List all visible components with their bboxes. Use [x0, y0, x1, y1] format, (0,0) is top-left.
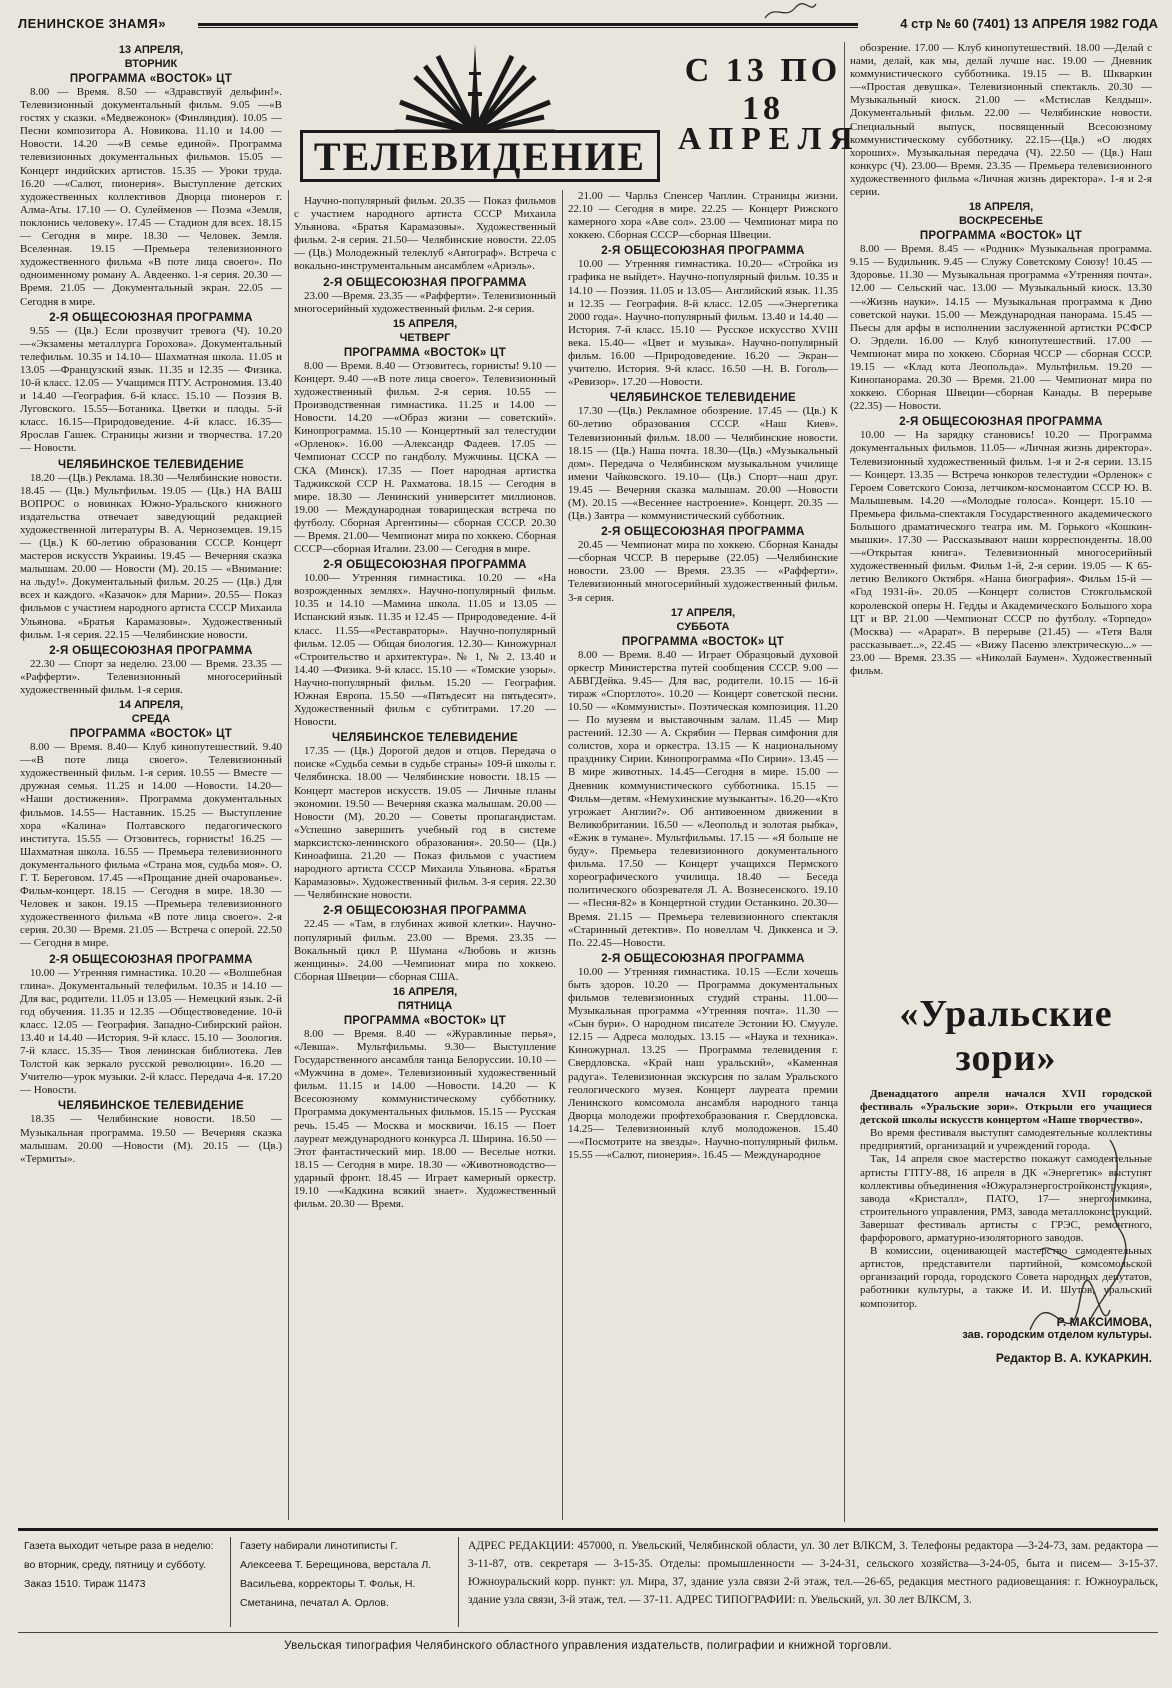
article-author-role: зав. городским отделом культуры. [962, 1328, 1152, 1341]
day-heading: 18 АПРЕЛЯ, [968, 201, 1034, 214]
newspaper-name: ЛЕНИНСКОЕ ЗНАМЯ» [18, 16, 166, 31]
day-heading: ЧЕТВЕРГ [399, 331, 451, 344]
column-divider [562, 190, 563, 1520]
day-heading: СУББОТА [676, 620, 730, 633]
program-heading: 2-Я ОБЩЕСОЮЗНАЯ ПРОГРАММА [49, 644, 253, 657]
date-range-month: АПРЕЛЯ [678, 120, 861, 156]
schedule-text: 9.55 — (Цв.) Если прозвучит тревога (Ч). 10.20 —«Экзамены металлурга Горохова». Документальный телефильм. 10.35 и 14.10— Шахматная школа. 11.05 и 13.05 —Французский язык. 11.35 и 12.35 — Физика. 10-й класс. 12.05 — Учащимся ПТУ. Астрономия. 13.40 и 14.40 —География. 6-й класс. 15.10 — Поэзия В. Луговского. 15.55—Ботаника. Цветки и плоды. 5-й класс. 16.15—Природоведение. 4-й класс. 16.35—Ярослав Гашек. Страницы жизни и творчества. 17.20 — Новости. [20, 324, 282, 455]
program-heading: ПРОГРАММА «ВОСТОК» ЦТ [69, 728, 233, 741]
column-divider [288, 190, 289, 1520]
publication-info: Газета выходит четыре раза в неделю: во вторник, среду, пятницу и субботу. Заказ 1510. Тираж 11473 [24, 1540, 214, 1590]
program-heading: ПРОГРАММА «ВОСТОК» ЦТ [343, 1014, 507, 1027]
schedule-text: 23.00 —Время. 23.35 — «Рафферти». Телевизионный многосерийный художественный фильм. 2-я серия. [294, 289, 556, 315]
article-paragraph: В комиссии, оценивающей мастерство самодеятельных артистов, представители партийной, комсомольской организаций города, городского Совета народных депутатов, работники культуры, а также И. И. Шутов, уральский композитор. [860, 1245, 1152, 1310]
program-heading: 2-Я ОБЩЕСОЮЗНАЯ ПРОГРАММА [49, 311, 253, 324]
schedule-text: 20.45 — Чемпионат мира по хоккею. Сборная Канады—сборная ЧССР. В перерыве (22.05) —Челябинские новости. 23.00 — Время. 23.35 — «Рафферти». Телевизионный многосерийный художественный фильм. 3-я серия. [568, 539, 838, 604]
day-heading: ВОСКРЕСЕНЬЕ [958, 215, 1044, 228]
article-title: «Уральские [899, 993, 1113, 1035]
article-paragraph: Во время фестиваля выступят самодеятельные коллективы предприятий, организаций и учреждений города. [860, 1127, 1152, 1153]
program-heading: 2-Я ОБЩЕСОЮЗНАЯ ПРОГРАММА [601, 952, 805, 965]
schedule-text: 22.30 — Спорт за неделю. 23.00 — Время. 23.35 — «Рафферти». Телевизионный многосерийный художественный фильм. 1-я серия. [20, 657, 282, 696]
program-heading: ЧЕЛЯБИНСКОЕ ТЕЛЕВИДЕНИЕ [57, 1100, 245, 1113]
day-heading: 17 АПРЕЛЯ, [670, 606, 736, 619]
imprint-footer [18, 1528, 1158, 1632]
program-heading: ПРОГРАММА «ВОСТОК» ЦТ [919, 230, 1083, 243]
schedule-text: 21.00 — Чарльз Спенсер Чаплин. Страницы жизни. 22.10 — Сегодня в мире. 22.25 — Концерт Рижского камерного хора «Аве сол». 23.00 — Чемпионат мира по хоккею. Сборная СССР—сборная Швеции. [568, 190, 838, 242]
day-heading: 15 АПРЕЛЯ, [392, 317, 458, 330]
schedule-text: 18.20 —(Цв.) Реклама. 18.30 —Челябинские новости. 18.45 — (Цв.) Мультфильм. 19.05 — (Цв.) НА ВАШ ВОПРОС о новинках Южно-Уральского книжного издательства отвечает заведующий редакцией художественной литературы В. А. Черноземцев. 19.15 — (Цв.) К 60-летию образования СССР. Концерт мастеров искусств Украины. 19.45 — Вечерняя сказка малышам. 20.00 — Новости (М). 20.15 — «Внимание: на льду!». Документальный фильм. 20.25 — (Цв.) Для всех и каждого. «Казачок» для Марии». 20.55— Показ фильмов с участием народного артиста СССР Михаила Ульянова. «Братья Карамазовы». Художественный фильм. 1-я серия. 22.15 —Челябинские новости. [20, 471, 282, 641]
day-heading: ПЯТНИЦА [397, 999, 453, 1012]
article-title: зори» [955, 1037, 1057, 1079]
column-4 [850, 42, 1152, 982]
schedule-text: 8.00 — Время. 8.40 — «Журавлиные перья», «Левша». Мультфильмы. 9.30— Выступление Государственного ансамбля танца Белоруссии. 10.10 — «Мужчина в доме». Телевизионный художественный фильм. 11.15 и 14.00 —Новости. 14.20 — К Всесоюзному коммунистическому субботнику. Программа документальных фильмов. 15.15 — Русская речь. 15.45 — Москва и москвичи. 16.15 — Поет лауреат международного конкурса Л. Ширина. 16.50 — Этот фантастический мир. 18.00 — Веселые нотки. 18.15 — Сегодня в мире. 18.30 — «Животноводство— ударный фронт. 18.45 — Играет камерный оркестр. 19.10 —«Кадкина всякий знает». Художественный фильм. 20.30 — Время. [294, 1027, 556, 1211]
day-heading: 13 АПРЕЛЯ, [118, 44, 184, 56]
day-heading: 16 АПРЕЛЯ, [392, 985, 458, 998]
handwritten-signature [1010, 1130, 1150, 1360]
day-heading: СРЕДА [131, 713, 171, 726]
program-heading: ПРОГРАММА «ВОСТОК» ЦТ [343, 346, 507, 359]
schedule-text: 10.00 — Утренняя гимнастика. 10.20— «Стройка из графика не выйдет». Научно-популярный фильм. 10.35 и 14.10 — Поэзия. 11.05 и 13.05— Английский язык. 11.35 и 12.35 — География. 8-й класс. 12.05 —«Энергетика 2000 года». Научно-популярный фильм. 13.40 и 14.40 — История. 7-й класс. 15.10 — Русское искусство XVIII века. 15.40— «Цвет и музыка». Научно-популярный фильм. 16.00 —Природоведение. 16.20 — Экран—учителю. История. 9-й класс. 16.50 —Н. В. Гоголь— «Ревизор». 17.20 —Новости. [568, 258, 838, 389]
day-heading: ВТОРНИК [124, 58, 178, 70]
schedule-text: 8.00 — Время. 8.45 — «Родник» Музыкальная программа. 9.15 — Будильник. 9.45 — Служу Советскому Союзу! 10.45 — Здоровье. 11.30 — Музыкальная программа «Утренняя почта». 12.00 — Сельский час. 13.00 — Музыкальный киоск. 13.30 —«Жизнь науки». 14.15 — Музыкальная программа к Дню советской науки. 15.00 — Международная панорама. 15.45 —Пьесы для арфы в исполнении заслуженной артистки РСФСР О. Эрдели. 16.00 — Клуб кинопутешествий. 17.00 — Чемпионат мира по хоккею. Сборная ЧССР — сборная СССР. 19.15 — «Клад кота Леопольда». Мультфильм. 19.20 —Кинопанорама. 20.30 — Время. 21.00 — Чемпионат мира по хоккею. Сборная Швеции—сборная Канады. В перерыве (22.35) — Новости. [850, 243, 1152, 413]
schedule-text: 8.00 — Время. 8.40— Клуб кинопутешествий. 9.40 —«В поте лица своего». Телевизионный художественный фильм. 1-я серия. 10.55 — Вместе — дружная семья. 11.25 и 14.00 —Новости. 14.20— «Наши достижения». Программа документальных фильмов. 14.55— Наставник. 15.25 — Выступление хора «Калина» Полтавского педагогического института. 15.55 — Отзовитесь, горнисты! 16.25 — Шахматная школа. 16.55 — Премьера телевизионного документального фильма «Страна моя, судьба моя». О. Г. Т. Береговом. 17.45 —«Прощание дней очарованье». Фильм-концерт. 18.15 — Сегодня в мире. 18.30 — Человек и закон. 19.15 —Премьера телевизионного художественного фильма «В поте лица своего». 2-я серия. 20.30 — Время. 21.05 — Встреча с оперой. 22.50 — Сегодня в мире. [20, 741, 282, 950]
typesetting-credits: Газету набирали линотиписты Г. Алексеева Т. Берещинова, верстала Л. Васильева, корректоры Т. Фольк, Н. Сметанина, печатал А. Орлов. [240, 1540, 432, 1609]
schedule-text: 8.00 — Время. 8.40 — Отзовитесь, горнисты! 9.10 — Концерт. 9.40 —«В поте лица своего». Телевизионный художественный фильм. 2-я серия. 10.55 — Производственная гимнастика. 11.25 и 14.00 — Новости. 14.20 —«Образ жизни — советский». Кинопрограмма. 15.10 — Концертный зал телестудии «Орленок». 16.00 —Александр Фадеев. 17.05 — Чемпионат СССР по гандболу. Мужчины. ЦСКА — СКА (Минск). 17.35 — Поет народная артистка Таджикской ССР Н. Рахматова. 18.15 — Сегодня в мире. 18.30 — Ленинский университет миллионов. 19.00 — Международная товарищеская встреча по футболу. Сборная Аргентины— сборная СССР. 20.30 — Время. 21.00— Чемпионат мира по хоккею. Сборная СССР—сборная Италии. 23.00 — Сегодня в мире. [294, 359, 556, 556]
day-heading: 14 АПРЕЛЯ, [118, 699, 184, 712]
program-heading: ЧЕЛЯБИНСКОЕ ТЕЛЕВИДЕНИЕ [609, 392, 797, 405]
schedule-text: 8.00 — Время. 8.40 — Играет Образцовый духовой оркестр Министерства путей сообщения СССР. 9.00 — АБВГДейка. 9.45— Для вас, родители. 10.15 — 16-й тираж «Спортлото». 10.20 — Концерт советской песни. 10.50 — «Коммунисты». Поэтическая композиция. 11.20 — По музеям и выставочным залам. 11.45 — Мир растений. 12.30 — А. Скрябин — Первая симфония для солистов, хора и оркестра. 13.15 — К национальному празднику Сирии. Кинопрограмма «По Сирии». 13.45 — В мире животных. 14.45—Сегодня в мире. 15.00 — Дневник коммунистического субботника. 15.15 — Фильм—детям. «Немухинские музыканты». 16.20—«Кто угрожает Англии?». Об антивоенном движении в Великобритании. 16.50 — «Леопольд и золотая рыбка», «Ежик в тумане». Мультфильмы. 17.15 — «Я больше не буду». Премьера телевизионного документального фильма. 17.50 — Концерт учащихся Пермского хореографического училища. 18.40 — Беседа политического обозревателя Л. А. Вознесенского. 19.10 — «Песня-82» в Концертной студии Останкино. 20.30—Время. 21.15 — Премьера телевизионного спектакля «Старинный детектив». По новеллам Ч. Диккенса и Э. По. 22.45—Новости. [568, 648, 838, 949]
schedule-text: Научно-популярный фильм. 20.35 — Показ фильмов с участием народного артиста СССР Михаила Ульянова. «Братья Карамазовы». Художественный фильм. 2-я серия. 21.50— Челябинские новости. 22.05 — (Цв.) Молодежный телеклуб «Автограф». Встреча с вокально-инструментальным ансамблем «Ариэль». [294, 195, 556, 273]
tv-tower-sunburst-icon [390, 42, 560, 134]
program-heading: 2-Я ОБЩЕСОЮЗНАЯ ПРОГРАММА [601, 526, 805, 539]
schedule-text: 10.00 — Утренняя гимнастика. 10.15 —Если хочешь быть здоров. 10.20 — Программа документальных фильмов телевизионных студий страны. 11.00— Музыкальная программа «Утренняя почта». 11.30 — «Сын бури». О народном писателе Эстонии Ю. Смууле. 12.15 — Адреса молодых. 13.15 — «Наука и техника». Киножурнал. 13.25 — Программа телевидения г. Свердловска. «Край наш уральский», «Каменная радуга». Телевизионная экскурсия по залам Уральского геологического музея. Концерт лауреата премии Ленинского комсомола ансамбля народного танца Дворца молодежи профтехобразования г. Свердловска. 14.25— Телевизионный клуб молодоженов. 15.40 —«Посмотрите на звезды». Научно-популярный фильм. 15.55 —«Салют, пионерия». 16.45 — Международное [568, 965, 838, 1162]
editorial-address: АДРЕС РЕДАКЦИИ: 457000, п. Увельский, Челябинской области, ул. 30 лет ВЛКСМ, 3. Телефоны редактора —3-24-73, зам. редактора — 3-11-87, отв. секретаря — 3-15-35. Отделы: промышленности — 3-24-31, сельского хозяйства—3-24-05, быта и писем— 3-15-37. Южноуральский корр. пункт: ул. Мира, 37, здание узла связи 2-й этаж, тел.—26-65, редакция местного радиовещания: г. Южноуральск, здание узла связи, 3-й этаж, тел. — 37-11. АДРЕС ТИПОГРАФИИ: п. Увельский, ул. 30 лет ВЛКСМ, 3. [468, 1540, 1158, 1606]
schedule-text: 10.00 — На зарядку становись! 10.20 — Программа документальных фильмов. 11.05— «Личная жизнь директора». Телевизионный художественный фильм. 1-я и 2-я серии. 13.15 — Концерт. 13.35 — Встреча юнкоров телестудии «Орленок» с Героем Советского Союза, летчиком-космонавтом СССР Ю. В. Малышевым. 14.20 —«Молодые голоса». Концерт. 15.10 — Премьера фильма-спектакля Государственного академического Большого драматического театра им. М. Горького «Кошкин-мышки». 17.30 — Рассказывают наши корреспонденты. 18.00—«Открытая книга». Телевизионный многосерийный художественный фильм. Фильм 1-й, 2-я серии. 19.05 — К 65-летию Великого Октября. «Наша биография». Фильм 15-й — «Год 1931-й». 20.05 —Концерт солистов Стокгольмской королевской оперы Н. Гедды и Академического Большого хора ЦТ и ВР. 21.00 —Чемпионат СССР по футболу. «Торпедо» (Москва) — «Арарат». В перерыве (21.45) — «Тетя Валя рассказывает...», 22.45 — «Вижу Пасеню электрическую...» — 23.00 — Время. 23.35 — «Николай Баумен». Художественный фильм. [850, 429, 1152, 678]
program-heading: ЧЕЛЯБИНСКОЕ ТЕЛЕВИДЕНИЕ [57, 458, 245, 471]
schedule-text: 10.00— Утренняя гимнастика. 10.20 — «На возрожденных землях». Научно-популярный фильм. 10.35 и 14.10 —Мамина школа. 11.05 и 13.05 —Испанский язык. 11.35 и 12.45 — Природоведение. 4-й класс. 11.55—«Реставраторы». Научно-популярный фильм. 12.05 — Общая биология. 12.30— Киножурнал «Строительство и архитектура». № 1, № 2. 13.40 и 14.40 —Физика. 9-й класс. 15.10 — «Томские узоры». Научно-популярный фильм. 15.20 — География. Южная Европа. 15.50 —«Пятьдесят на пятьдесят». Художественный фильм с субтитрами. 17.20 — Новости. [294, 572, 556, 729]
masthead-rule [198, 23, 858, 28]
tv-header [290, 42, 861, 192]
footer-divider [458, 1537, 459, 1627]
issue-line: 4 стр № 60 (7401) 13 АПРЕЛЯ 1982 ГОДА [900, 16, 1158, 31]
column-3 [568, 190, 838, 1527]
schedule-text: 10.00 — Утренняя гимнастика. 10.20 — «Волшебная глина». Документальный телефильм. 10.35 и 14.10 —Для вас, родители. 11.05 и 13.05 — Немецкий язык. 2-й год обучения. 11.35 и 12.35 —Обществоведение. 10-й класс. 12.05 — География. Западно-Сибирский район. 13.40 и 14.40 —История. 9-й класс. 15.10 — Зоология. 7-й класс. 15.35— Твоя ленинская библиотека. Лев Толстой как зеркало русской революции». 16.20 — Учителю—урок музыки. 2-й класс. Передача 4-я. 17.20 — Новости. [20, 966, 282, 1097]
article-author: Р. МАКСИМОВА, [1056, 1314, 1152, 1329]
handwritten-mark [760, 0, 820, 24]
column-1 [20, 42, 282, 1527]
schedule-text: 17.30 —(Цв.) Рекламное обозрение. 17.45 — (Цв.) К 60-летию образования СССР. «Наш Киев». Телевизионный фильм. 18.00 — Челябинские новости. 18.15 — (Цв.) Наша почта. 18.30—(Цв.) «Музыкальный дом». Передача о Челябинском музыкальном училище имени Чайковского. 19.10— (Цв.) Спорт—наш друг. 19.45 — Вечерняя сказка малышам. 20.00 —Новости (М). 20.15 —«Весеннее настроение». Концерт. 20.35 — (Цв.) Завтра — коммунистический субботник. [568, 405, 838, 523]
schedule-text: 18.35 — Челябинские новости. 18.50 — Музыкальная программа. 19.50 — Вечерняя сказка малышам. 20.00 —Новости (М). 20.15 — (Цв.) «Термиты». [20, 1113, 282, 1165]
date-range: С 13 ПО 18 [684, 52, 842, 127]
article-lead: Двенадцатого апреля начался XVII городской фестиваль «Уральские зори». Открыли его учащиеся детской школы искусств концертом «Наше творчество». [860, 1088, 1152, 1127]
schedule-text: обозрение. 17.00 — Клуб кинопутешествий. 18.00 —Делай с нами, делай, как мы, делай лучше нас. 19.00 — Дневник коммунистического субботника. 19.15 — В. Шкваркин—«Простая девушка». Телевизионный спектакль. 20.30 — Музыкальный киоск. 21.00 — «Мстислав Келдыш». Документальный фильм. 22.00 — Челябинские новости. Специальный выпуск, посвященный Всесоюзному коммунистическому субботнику. 22.15—(Цв.) «О людях хороших». Музыкальная передача (Ч). 22.50 — (Цв.) Наш конкурс (Ч). 23.00— Время. 23.35 — Премьера телевизионного художественного фильма «Личная жизнь директора». 1-я и 2-я серии. [850, 42, 1152, 199]
program-heading: 2-Я ОБЩЕСОЮЗНАЯ ПРОГРАММА [49, 953, 253, 966]
schedule-text: 8.00 — Время. 8.50 — «Здравствуй дельфин!». Телевизионный документальный фильм. 9.05 —«В гостях у сказки. «Медвежонок» (Финляндия). 10.05 — Песни композитора А. Новикова. 11.10 и 14.00 — Новости. 14.20 —«В семье единой». Программа телевизионных документальных фильмов. 15.05 — Концерт индийских артистов. 15.35 — Уроки труда. 16.20 —«Салют, пионерия». Выступление детских художественных коллективов Дворца пионеров г. Алма-Аты. 17.10 — О. Сулейменов — Поэма «Земля, поклонись человеку». 17.45 — Стадион для всех. 18.15 — Сегодня в мире. 18.30 — Человек. Земля. Вселенная. 19.15 —Премьера телевизионного художественного фильма «В поте лица своего». По одноименному роману А. Авдеенко. 1-я серия. 20.30 — Время. 21.05 — Документальный экран. 22.05 —Сегодня в мире. [20, 86, 282, 308]
program-heading: 2-Я ОБЩЕСОЮЗНАЯ ПРОГРАММА [323, 905, 527, 918]
footer-divider [230, 1537, 231, 1627]
editor-line: Редактор В. А. КУКАРКИН. [995, 1350, 1152, 1365]
page-title: ТЕЛЕВИДЕНИЕ [300, 130, 660, 182]
program-heading: 2-Я ОБЩЕСОЮЗНАЯ ПРОГРАММА [899, 416, 1103, 429]
printer-line: Увельская типография Челябинского областного управления издательств, полиграфии и книжной торговли. [18, 1640, 1158, 1652]
program-heading: 2-Я ОБЩЕСОЮЗНАЯ ПРОГРАММА [323, 276, 527, 289]
program-heading: 2-Я ОБЩЕСОЮЗНАЯ ПРОГРАММА [323, 559, 527, 572]
schedule-text: 17.35 — (Цв.) Дорогой дедов и отцов. Передача о поиске «Судьба семьи в судьбе страны» 109-й школы г. Челябинска. 18.00 — Челябинские новости. 18.15 — Концерт мастеров искусств. 19.05 — Личные планы экономии. 19.50 — Вечерняя сказка малышам. 20.00 — Новости (М). 20.20 — Советы пропагандистам. «Успешно завершить учебный год в системе марксистско-ленинского образования». 20.50— (Цв.) Киноафиша. 21.20 — Показ фильмов с участием народного артиста СССР Михаила Ульянова. «Братья Карамазовы». Художественный фильм. 3-я серия. 22.30 — Челябинские новости. [294, 745, 556, 902]
column-2 [294, 195, 556, 1527]
program-heading: ПРОГРАММА «ВОСТОК» ЦТ [69, 73, 233, 85]
article-paragraph: Так, 14 апреля свое мастерство покажут самодеятельные артисты ГПТУ-88, 16 апреля в ДК «Энергетик» выступят коллективы объединения «Южуралэнергостройконструкция», завода «Кристалл», ПАТО, 17— энергохимкина, строительного управления, РМЗ, завода металлоконструкций. Завершат фестиваль артисты с ГРЭС, ремонтного, фарфорового, арматурно-изоляторного заводов. [860, 1153, 1152, 1245]
program-heading: ПРОГРАММА «ВОСТОК» ЦТ [621, 635, 785, 648]
masthead [18, 14, 1158, 36]
column-divider [844, 42, 845, 1522]
program-heading: ЧЕЛЯБИНСКОЕ ТЕЛЕВИДЕНИЕ [331, 732, 519, 745]
program-heading: 2-Я ОБЩЕСОЮЗНАЯ ПРОГРАММА [601, 245, 805, 258]
schedule-text: 22.45 — «Там, в глубинах живой клетки». Научно-популярный фильм. 23.00 — Время. 23.35 — Вокальный цикл Р. Шумана «Любовь и жизнь женщины». 24.00 —Чемпионат мира по хоккею. Сборная Швеции— сборная США. [294, 918, 556, 983]
